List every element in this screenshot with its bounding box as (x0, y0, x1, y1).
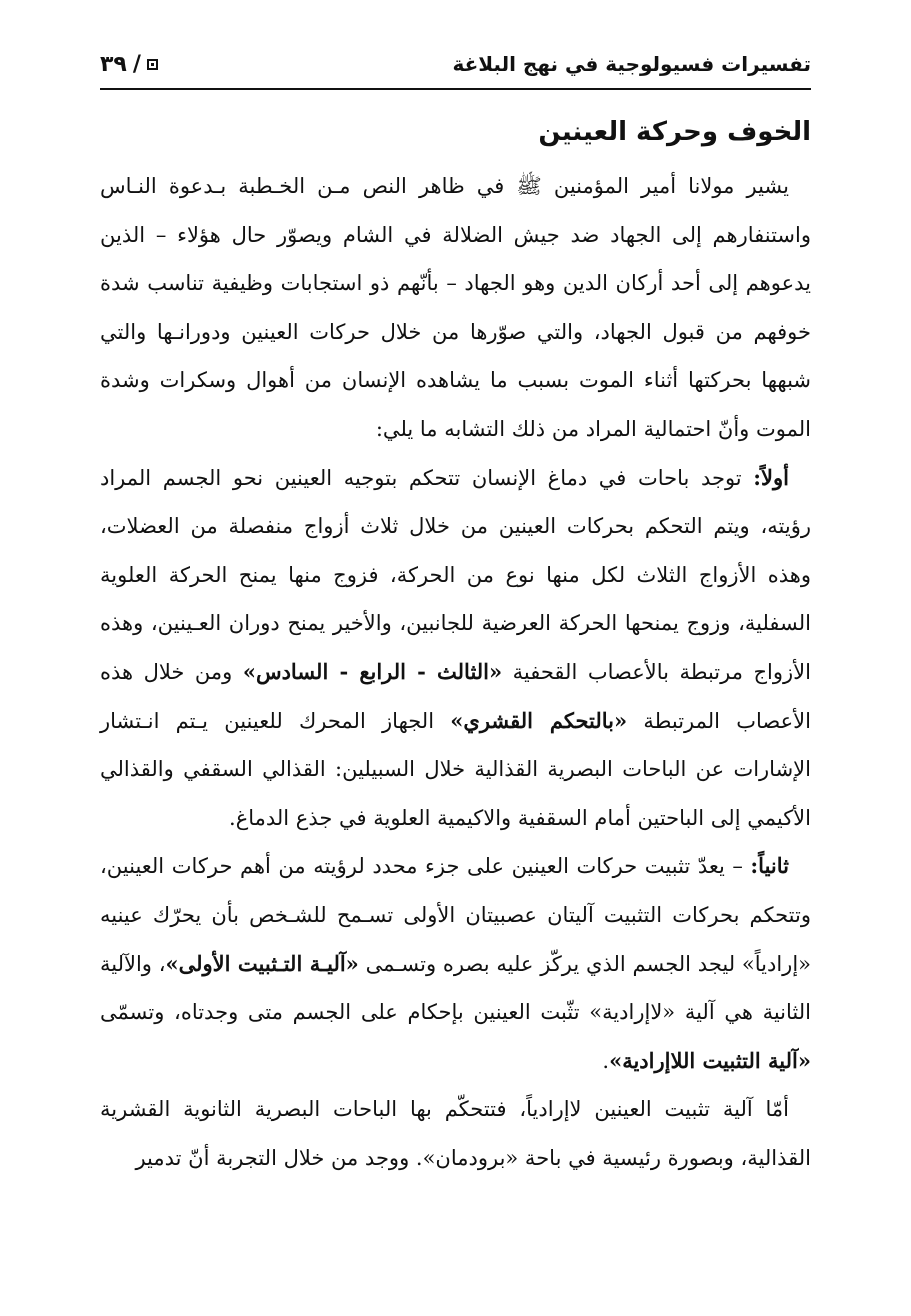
square-ornament-icon (147, 59, 158, 70)
paragraph-second-text-b: ، والآلية الثانية هي آلية «لاإرادية» تثّبت العينين بإحكام على الجسم متى وجدتاه، وتسمّى (100, 951, 811, 1025)
first-fixation-term: «آليـة التـثبيت الأولى» (165, 950, 359, 976)
involuntary-fixation-term: «آلية التثبيت اللاإرادية» (609, 1047, 811, 1073)
paragraph-second-text-a: – يعدّ تثبيت حركات العينين على جزء محدد لرؤيته من أهم حركات العينين، وتتحكم بحركات التثبيت آليتان عصبيتان الأولى تسـمح للشـخص بأن يحرّك عينيه «إرادياً» ليجد الجسم الذي يركّز عليه بصره وتسـمى (100, 854, 811, 976)
paragraph-first-lead: أولاً: (753, 464, 789, 490)
paragraph-first-text-c: الجهاز المحرك للعينين يـتم انـتشار الإشارات عن الباحات البصرية القذالية خلال السبيلين: القذالي السقفي والقذالي الأكيمي إلى الباحتين أمام السقفية والاكيمية العلوية في جذع الدماغ. (100, 708, 811, 830)
paragraph-first-text-a: توجد باحات في دماغ الإنسان تتحكم بتوجيه العينين نحو الجسم المراد رؤيته، ويتم التحكم بحركات العينين من خلال ثلاث أزواج منفصلة من العضلات، وهذه الأزواج الثلاث لكل منها نوع من الحركة، فزوج منها يمنح الحركة العلوية السفلية، وزوج يمنحها الحركة العرضية للجانبين، والأخير يمنح دوران العـينين، وهذه الأزواج مرتبطة بالأعصاب القحفية (100, 465, 811, 684)
header-divider (100, 88, 811, 90)
paragraph-intro: يشير مولانا أمير المؤمنين ﷺ في ظاهر النص مـن الخـطبة بـدعوة النـاس واستنفارهم إلى الجهاد ضد جيش الضلالة في الشام ويصوّر حال هؤلاء – الذين يدعوهم إلى أحد أركان الدين وهو الجهاد – بأنّهم ذو استجابات وظيفية تناسب شدة خوفهم من قبول الجهاد، والتي صوّرها من خلال حركات العينين ودورانـها والتي شبهها بحركتها أثناء الموت بسبب ما يشاهده الإنسان من أهوال وسكرات وشدة الموت وأنّ احتمالية المراد من ذلك التشابه ما يلي: (100, 174, 811, 441)
paragraph-third: أمّا آلية تثبيت العينين لاإرادياً، فتتحكّم بها الباحات البصرية الثانوية القشرية القذالية، وبصورة رئيسية في باحة «برودمان». ووجد من خلال التجربة أنّ تدمير (100, 1097, 811, 1170)
paragraph-second-text-c: . (602, 1048, 610, 1073)
paragraph-second (100, 842, 811, 1085)
cortical-control-term: «بالتحكم القشري» (450, 707, 628, 733)
page-number: ٣٩ (100, 51, 127, 77)
nerves-list: «الثالث - الرابع - السادس» (242, 658, 503, 684)
paragraph-first-text-b: ومن خلال هذه الأعصاب المرتبطة (100, 659, 811, 733)
page-body (100, 112, 811, 1182)
paragraph-first (100, 454, 811, 843)
page-number-block (100, 52, 158, 77)
page-separator: / (132, 51, 141, 77)
running-header (100, 44, 811, 84)
paragraph-second-lead: ثانياً: (750, 853, 789, 879)
section-title: الخوف وحركة العينين (538, 117, 811, 147)
book-title: تفسيرات فسيولوجية في نهج البلاغة (452, 52, 811, 76)
